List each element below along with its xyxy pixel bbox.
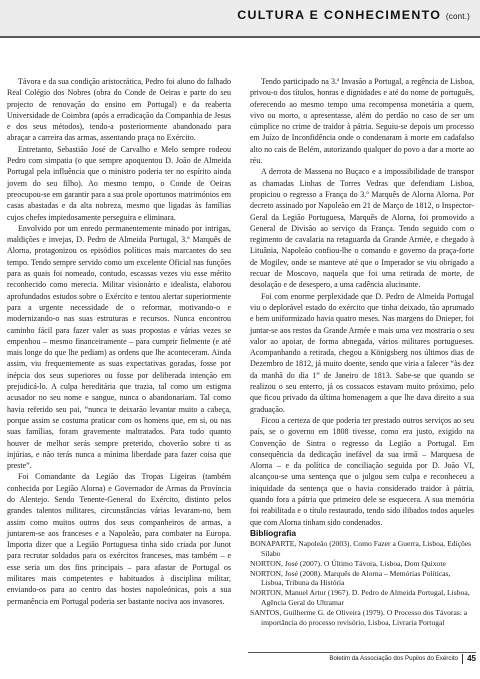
section-title-text: CULTURA E CONHECIMENTO [237, 8, 442, 22]
page-number: 45 [467, 654, 476, 663]
right-paragraph-3: Foi com enorme perplexidade que D. Pedro de Almeida Portugal viu o deplorável estado do exército que tinha deixado, tão aprumado e bem uniformizado havia quatro meses. Nas margens do Dnieper, foi juntar-se aos restos da Grande Armée e mais uma vez mostraria o seu valor ao apoiar, de forma abnegada, vários militares portugueses. Acompanhando a retirada, chegou a Königsberg nos últimos dias de Dezembro de 1812, já muito doente, sendo que viria a falecer “às dez da manhã do dia 1” de Janeiro de 1813. Sabe-se que quando se realizou o seu enterro, já os cossacos estavam muito próximo, pelo que ficou privado da última homenagem a que lhe dava direito a sua graduação. [250, 291, 474, 414]
bibliography-entry: BONAPARTE, Napoleão (2003). Como Fazer a Guerra, Lisboa, Edições Sílabo [250, 539, 472, 558]
bibliography-entry: NORTON, Manuel Artur (1967). D. Pedro de Almeida Portugal, Lisboa, Agência Geral do Ultramar [250, 588, 470, 607]
right-paragraph-4: Ficou a certeza de que poderia ter prestado outros serviços ao seu país, se o governo em 1808 tivesse, como era justo, exigido na Convenção de Sintra o regresso da Legião a Portugal. Em consequência da dedicação inefável da sua irmã – Marquesa de Alorna – e da política de conciliação seguida por D. João VI, alcançou-se uma sentença que o julgou sem culpa e reconheceu a iniquidade da sentença que o havia considerado traidor à pátria, quando fora a pátria que primeiro dele se esquecera. A sua memória foi reabilitada e o título restaurado, tendo sido ilibados todos aqueles que com Alorna tinham sido condenados. [250, 415, 474, 527]
footer-rule [248, 652, 476, 653]
bibliography-heading: Bibliografia [250, 527, 297, 538]
right-paragraph-2: A derrota de Massena no Buçaco e a impossibilidade de transpor as chamadas Linhas de Torres Vedras que defendiam Lisboa, propiciou o regresso a França do 3.º Marquês de Alorna Alorna. Por decreto assinado por Napoleão em 21 de Março de 1812, o Inspector-Geral da Legião Portuguesa, Marquês de Alorna, foi promovido a General de Divisão ao serviço da França. Tendo seguido com o regimento de cavalaria na retaguarda da Grande Armée, e chegado à Lituânia, Napoleão confiou-lhe o comando e governo da praça-forte de Mogilev, onde se manteve até que o Imperador se viu obrigado a recuar de Moscovo, naquela que foi uma retirada de morte, de desolação e de desespero, a uma cadência alucinante. [250, 167, 474, 290]
left-paragraph-3: Envolvido por um enredo permanentemente minado por intrigas, maldições e invejas, D. Pedro de Almeida Portugal, 3.º Marquês de Alorna, protagonizou os episódios políticos mais marcantes do seu tempo. Tendo sempre servido como um excelente Oficial nas funções para as quais foi nomeado, contudo, escassas vezes viu esse mérito reconhecido como merecia. Militar visionário e idealista, elaborou aprofundados estudos sobre o Exército e tentou alertar superiormente para a urgente necessidade de o reformar, motivando-o e modernizando-o nas suas estruturas e recursos. Nunca encontrou caminho fácil para fazer valer as suas propostas e várias vezes se empenhou – mesmo financeiramente – para cumprir fielmente (e até mais longe do que lhe pediam) as ordens que lhe aconteceram. Ainda assim, viu frequentemente as suas expectativas goradas, fosse por inépcia dos seus superiores ou fosse por deliberada intenção em prejudicá-lo. A culpa hereditária que trazia, tal como um estigma acusador no seu nome e sangue, nunca o abandonariam. Tal como havia referido seu pai, “nunca te deixarão levantar muito a cabeça, porque assim se costuma praticar com os homens que, em si, ou nas suas famílias, foram gravemente maltratados. Para tudo quanto houver de melhor serás sempre preterido, choverão sobre ti as injúrias, e não terás nunca a mínima liberdade para fazer coisa que preste”. [7, 223, 231, 471]
left-paragraph-4: Foi Comandante da Legião das Tropas Ligeiras (também conhecida por Legião Alorna) e Governador de Armas da Província do Alentejo. Sendo Tenente-General do Exército, distinto pelos grandes talentos militares, circunstâncias várias levaram-no, bem assim como muitos outros dos seus companheiros de armas, a juntarem-se aos franceses e a Napoleão, para combater na Europa. Importa dizer que a Legião Portuguesa tinha sido criada por Junot para recrutar soldados para os exércitos franceses, mas também – e esse seria um dos fins principais – para afastar de Portugal os militares mais competentes e habituados à disciplina militar, enviando-os para ao centro das hostes napoleónicas, pois a sua permanência em Portugal poderia ser bastante nociva aos invasores. [7, 472, 231, 606]
bibliography-entry: SANTOS, Guilherme G. de Oliveira (1979). O Processo dos Távoras: a importância do processo revisório, Lisboa, Livraria Portugal [250, 607, 468, 627]
section-title [237, 8, 470, 22]
bibliography-list [250, 539, 474, 627]
page-footer [248, 652, 476, 666]
publication-name: Boletim da Associação dos Pupilos do Exército [329, 655, 458, 662]
footer-separator [462, 654, 463, 664]
right-paragraph-1: Tendo participado na 3.ª Invasão a Portugal, a regência de Lisboa, privou-o dos títulos, honras e dignidades e até do nome de português, oferecendo ao mesmo tempo uma recompensa monetária a quem, vivo ou morto, o apresentasse, além do perdão no caso de ser um cúmplice no crime de traidor à pátria. Seguiu-se depois um processo em Juízo de Inconfidência onde o condenaram à morte em cadafalso alto no cais de Belém, autorizando qualquer do povo a dar a morte ao réu. [250, 77, 474, 166]
section-title-cont: (cont.) [445, 12, 470, 21]
right-column [250, 76, 474, 627]
header-rule [0, 36, 480, 38]
page-header [0, 0, 480, 48]
left-paragraph-2: Entretanto, Sebastião José de Carvalho e Melo sempre rodeou Pedro com simpatia (o que sempre apoquentou D. João de Almeida Portugal pela influência que o ministro poderia ter no espírito ainda jovem do seu filho). Ao mesmo tempo, o Conde de Oeiras preocupou-se em garantir para a sua prole oportunos matrimónios em casas abastadas e da alta nobreza, mesmo que ligadas às famílias cujos chefes impiedosamente perseguira e eliminara. [7, 144, 231, 222]
left-column [7, 76, 231, 607]
bibliography-entry: NORTON, José (2008). Marquês de Alorna – Memórias Políticas, Lisboa, Tribuna da História [250, 568, 451, 588]
left-paragraph-1: Távora e da sua condição aristocrática, Pedro foi aluno do falhado Real Colégio dos Nobres (obra do Conde de Oeiras e parte do seu projecto de renovação do ensino em Portugal) e da reaberta Universidade de Coimbra (após a erradicação da Companhia de Jesus e dos seus métodos), tendo-a posteriormente abandonado para abraçar a carreira das armas, assentando praça no Exército. [7, 77, 231, 143]
bibliography-entry: NORTON, José (2007). O Último Távora, Lisboa, Dom Quixote [250, 558, 446, 568]
